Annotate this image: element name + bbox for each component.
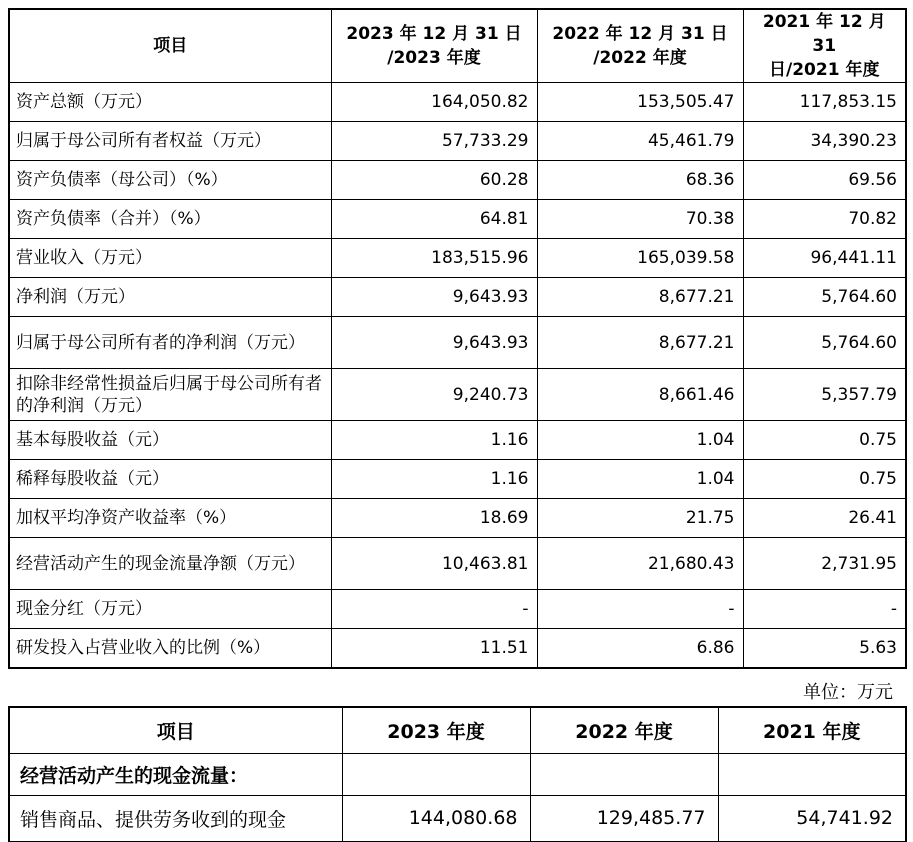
table-row	[9, 460, 906, 499]
row-label: 扣除非经常性损益后归属于母公司所有者的净利润（万元）	[9, 369, 331, 421]
cell-2022: 1.04	[537, 421, 743, 460]
row-label: 净利润（万元）	[9, 278, 331, 317]
table-row	[9, 83, 906, 122]
cell-2022: -	[537, 590, 743, 629]
header-item: 项目	[9, 9, 331, 83]
cell-2021: 34,390.23	[743, 122, 906, 161]
table-row	[9, 590, 906, 629]
table-header-row	[9, 707, 906, 753]
cell-2023: 9,643.93	[331, 278, 537, 317]
cell-2023: 60.28	[331, 161, 537, 200]
cell-2022: 21,680.43	[537, 538, 743, 590]
cell-2023: 1.16	[331, 421, 537, 460]
row-label: 基本每股收益（元）	[9, 421, 331, 460]
cell-2021: 5,357.79	[743, 369, 906, 421]
table-row	[9, 200, 906, 239]
cell-2022: 153,505.47	[537, 83, 743, 122]
row-label: 营业收入（万元）	[9, 239, 331, 278]
cell-2021: 96,441.11	[743, 239, 906, 278]
cell-2022: 68.36	[537, 161, 743, 200]
row-label: 资产负债率（母公司）（%）	[9, 161, 331, 200]
header-2022: 2022 年度	[530, 707, 718, 753]
header-2023	[331, 9, 537, 83]
row-label: 归属于母公司所有者权益（万元）	[9, 122, 331, 161]
cell-2022: 8,677.21	[537, 317, 743, 369]
cell-2021: 117,853.15	[743, 83, 906, 122]
header-item: 项目	[9, 707, 342, 753]
cell-2021: 0.75	[743, 460, 906, 499]
cell-2023: 9,240.73	[331, 369, 537, 421]
cell-2021: 69.56	[743, 161, 906, 200]
financial-indicators-table	[8, 8, 907, 669]
row-label: 销售商品、提供劳务收到的现金	[9, 795, 342, 841]
cell-2022: 8,677.21	[537, 278, 743, 317]
cell-2022: 165,039.58	[537, 239, 743, 278]
table-row	[9, 421, 906, 460]
cell-2022: 70.38	[537, 200, 743, 239]
table-row	[9, 239, 906, 278]
cell-2022: 6.86	[537, 629, 743, 668]
cell-2021: 5.63	[743, 629, 906, 668]
cell-2023: 183,515.96	[331, 239, 537, 278]
cell-2021: 54,741.92	[718, 795, 906, 841]
row-label: 现金分红（万元）	[9, 590, 331, 629]
header-2023-line: 2023 年 12 月 31 日 /2023 年度	[346, 24, 522, 68]
unit-note: 单位：万元	[803, 682, 893, 703]
cell-2023: 144,080.68	[342, 795, 530, 841]
table-row	[9, 629, 906, 668]
cell-2022: 129,485.77	[530, 795, 718, 841]
table-row	[9, 161, 906, 200]
section-row	[9, 753, 906, 795]
cell-2021: 2,731.95	[743, 538, 906, 590]
cell-2023: 10,463.81	[331, 538, 537, 590]
cell-2022: 45,461.79	[537, 122, 743, 161]
table-row	[9, 278, 906, 317]
header-2021: 2021 年度	[718, 707, 906, 753]
cell-2023: 9,643.93	[331, 317, 537, 369]
cell-empty	[718, 753, 906, 795]
cell-2022: 21.75	[537, 499, 743, 538]
cell-2021: 0.75	[743, 421, 906, 460]
table-row	[9, 499, 906, 538]
cell-2021: 26.41	[743, 499, 906, 538]
header-2021	[743, 9, 906, 83]
table-header-row	[9, 9, 906, 83]
cell-2023: -	[331, 590, 537, 629]
cell-2023: 164,050.82	[331, 83, 537, 122]
cell-2023: 57,733.29	[331, 122, 537, 161]
cell-2021: 5,764.60	[743, 317, 906, 369]
cell-2023: 18.69	[331, 499, 537, 538]
table-row	[9, 122, 906, 161]
cell-2022: 8,661.46	[537, 369, 743, 421]
row-label: 加权平均净资产收益率（%）	[9, 499, 331, 538]
cell-2023: 1.16	[331, 460, 537, 499]
cell-2021: 5,764.60	[743, 278, 906, 317]
row-label: 资产负债率（合并）（%）	[9, 200, 331, 239]
cash-flow-table	[8, 706, 907, 842]
table-row	[9, 317, 906, 369]
row-label: 研发投入占营业收入的比例（%）	[9, 629, 331, 668]
row-label: 资产总额（万元）	[9, 83, 331, 122]
cell-empty	[530, 753, 718, 795]
cell-2021: -	[743, 590, 906, 629]
cell-2021: 70.82	[743, 200, 906, 239]
header-2022-line: 2022 年 12 月 31 日 /2022 年度	[552, 24, 728, 68]
header-2021-line: 2021 年 12 月 31 日/2021 年度	[762, 12, 886, 80]
cell-empty	[342, 753, 530, 795]
cell-2023: 11.51	[331, 629, 537, 668]
cell-2022: 1.04	[537, 460, 743, 499]
row-label: 经营活动产生的现金流量净额（万元）	[9, 538, 331, 590]
header-2022	[537, 9, 743, 83]
row-label: 稀释每股收益（元）	[9, 460, 331, 499]
table-row	[9, 795, 906, 841]
row-label: 归属于母公司所有者的净利润（万元）	[9, 317, 331, 369]
table-row	[9, 538, 906, 590]
table-row	[9, 369, 906, 421]
cell-2023: 64.81	[331, 200, 537, 239]
header-2023: 2023 年度	[342, 707, 530, 753]
section-label: 经营活动产生的现金流量：	[9, 753, 342, 795]
